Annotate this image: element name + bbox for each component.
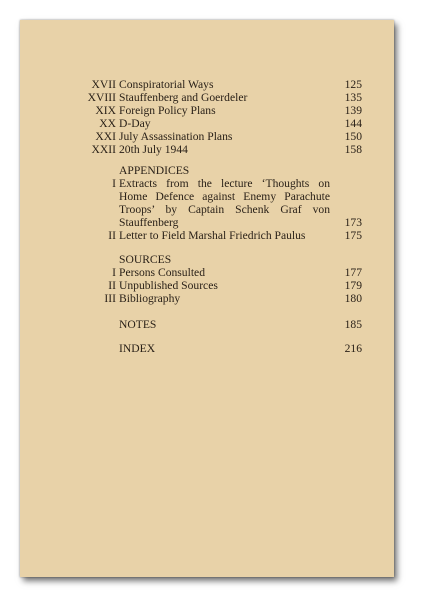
- page-number: 177: [344, 266, 362, 279]
- toc-entry: [78, 279, 362, 292]
- page-number: 158: [344, 143, 362, 156]
- appendix-title: Letter to Field Marshal Friedrich Paulus: [119, 229, 306, 242]
- source-title: Unpublished Sources: [119, 279, 218, 292]
- toc-entry: [78, 104, 362, 117]
- page-number: 144: [344, 117, 362, 130]
- chapter-title: D-Day: [119, 117, 151, 130]
- appendix-title: Extracts from the lecture ‘Thoughts on Home Defence against Enemy Parachute Troops’ by Captain Schenk Graf von Stauffenberg: [119, 177, 330, 229]
- page-number: 125: [344, 78, 362, 91]
- source-title: Bibliography: [119, 292, 181, 305]
- page-number: 139: [344, 104, 362, 117]
- chapter-number: XVIII: [87, 91, 116, 104]
- chapter-number: XXII: [91, 143, 116, 156]
- page-number: 216: [344, 342, 362, 355]
- toc-entry: [78, 130, 362, 143]
- toc-entry-index: [78, 342, 362, 355]
- chapter-title: Stauffenberg and Goerdeler: [119, 91, 248, 104]
- toc-entry: [78, 292, 362, 305]
- page-number: 135: [344, 91, 362, 104]
- source-number: I: [112, 266, 116, 279]
- appendix-number: II: [108, 229, 116, 242]
- page-number: 150: [344, 130, 362, 143]
- source-number: II: [108, 279, 116, 292]
- chapter-number: XXI: [95, 130, 116, 143]
- toc-entry: [78, 143, 362, 156]
- page-number: 179: [344, 279, 362, 292]
- toc-entry: [78, 266, 362, 279]
- page-number: 173: [344, 216, 362, 229]
- toc-entry: [78, 78, 362, 91]
- index-title: INDEX: [119, 342, 156, 355]
- toc-entry: [78, 91, 362, 104]
- chapter-title: Conspiratorial Ways: [119, 78, 214, 91]
- toc-entry: [78, 117, 362, 130]
- sources-heading: SOURCES: [119, 253, 172, 266]
- chapter-number: XIX: [95, 104, 116, 117]
- table-of-contents: [78, 78, 362, 355]
- chapter-title: July Assassination Plans: [119, 130, 233, 143]
- book-page: [20, 20, 394, 577]
- chapter-title: Foreign Policy Plans: [119, 104, 216, 117]
- chapter-number: XVII: [91, 78, 116, 91]
- chapter-title: 20th July 1944: [119, 143, 188, 156]
- toc-entry-notes: [78, 318, 362, 331]
- page-number: 185: [344, 318, 362, 331]
- chapter-number: XX: [99, 117, 116, 130]
- source-title: Persons Consulted: [119, 266, 205, 279]
- notes-title: NOTES: [119, 318, 157, 331]
- appendices-heading: APPENDICES: [119, 164, 190, 177]
- page-number: 175: [344, 229, 362, 242]
- toc-entry: [78, 229, 362, 242]
- source-number: III: [104, 292, 116, 305]
- page-number: 180: [344, 292, 362, 305]
- appendix-number: I: [112, 177, 116, 190]
- toc-entry: [78, 177, 362, 229]
